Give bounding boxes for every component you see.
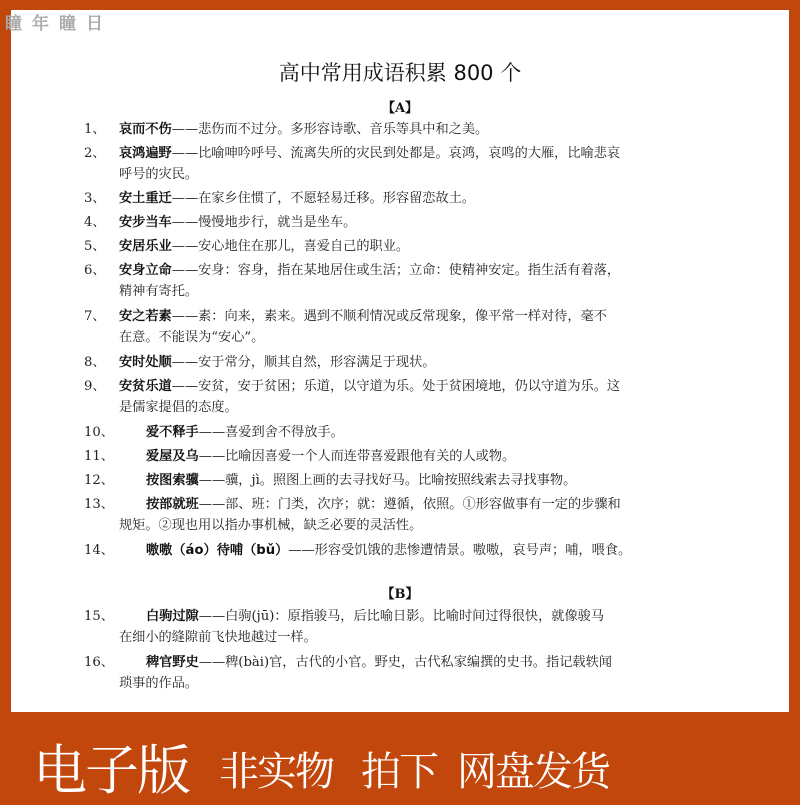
- definition: 比喻因喜爱一个人而连带喜爱跟他有关的人或物。: [225, 449, 516, 464]
- separator: ——: [171, 379, 199, 394]
- entry-number: 4、: [84, 215, 106, 230]
- definition: 喜爱到舍不得放手。: [225, 425, 344, 440]
- watermark: 瞳年瞳日: [5, 14, 113, 34]
- document-title: 高中常用成语积累 800 个: [278, 61, 522, 85]
- idiom-term: 哀而不伤: [119, 122, 172, 137]
- entry-number: 1、: [84, 122, 106, 137]
- idiom-term: 安土重迁: [119, 191, 172, 206]
- entry-number: 7、: [84, 309, 106, 324]
- idiom-term: 爱屋及乌: [146, 449, 199, 464]
- definition: 形容受饥饿的悲惨遭情景。嗷嗷，哀号声；哺，喂食。: [314, 543, 632, 558]
- idiom-entry: [84, 540, 734, 561]
- idiom-term: 安之若素: [119, 309, 172, 324]
- entry-number: 13、: [84, 497, 114, 512]
- separator: ——: [171, 191, 199, 206]
- section-b-heading: 【B】: [381, 587, 419, 602]
- entry-number: 8、: [84, 355, 106, 370]
- separator: ——: [198, 655, 226, 670]
- entry-number: 11、: [84, 449, 114, 464]
- idiom-entry: [84, 376, 734, 418]
- idiom-term: 哀鸿遍野: [119, 146, 172, 161]
- definition: 在家乡住惯了，不愿轻易迁移。形容留恋故土。: [198, 191, 476, 206]
- separator: ——: [198, 425, 226, 440]
- separator: ——: [171, 122, 199, 137]
- separator: ——: [198, 609, 226, 624]
- idiom-entry: [84, 470, 734, 491]
- entry-number: 6、: [84, 263, 106, 278]
- idiom-term: 嗷嗷（áo）待哺（bǔ）: [146, 543, 289, 558]
- idiom-entry: [84, 446, 734, 467]
- idiom-term: 按部就班: [146, 497, 199, 512]
- idiom-term: 安步当车: [119, 215, 172, 230]
- idiom-term: 安时处顺: [119, 355, 172, 370]
- idiom-entry: [84, 352, 734, 373]
- idiom-entry: [84, 143, 734, 185]
- definition: 安心地住在那儿，喜爱自己的职业。: [198, 239, 410, 254]
- definition: 慢慢地步行，就当是坐车。: [198, 215, 357, 230]
- idiom-term: 安身立命: [119, 263, 172, 278]
- definition: 骥，jì。照图上画的去寻找好马。比喻按照线索去寻找事物。: [225, 473, 577, 488]
- idiom-entry: [84, 306, 734, 348]
- definition: 安身：容身，指在某地居住或生活；立命：使精神安定。指生活有着落，: [198, 263, 621, 278]
- definition: 安于常分，顺其自然，形容满足于现状。: [198, 355, 436, 370]
- separator: ——: [198, 497, 226, 512]
- definition-continued: 在意。不能误为“安心”。: [119, 330, 265, 345]
- definition: 部、班：门类，次序；就：遵循，依照。①形容做事有一定的步骤和: [225, 497, 621, 512]
- idiom-entry: [84, 212, 734, 233]
- banner-electronic-version: 电子版: [33, 739, 189, 802]
- definition-continued: 在细小的缝隙前飞快地越过一样。: [119, 630, 317, 645]
- definition-continued: 琐事的作品。: [119, 676, 199, 691]
- definition: 比喻呻吟呼号、流离失所的灾民到处都是。哀鸿，哀鸣的大雁，比喻悲哀: [198, 146, 621, 161]
- definition-continued: 精神有寄托。: [119, 284, 199, 299]
- entry-number: 3、: [84, 191, 106, 206]
- separator: ——: [198, 449, 226, 464]
- idiom-entry: [84, 422, 734, 443]
- separator: ——: [171, 146, 199, 161]
- idiom-term: 安居乐业: [119, 239, 172, 254]
- definition-continued: 呼号的灾民。: [119, 167, 199, 182]
- idiom-entry: [84, 606, 734, 648]
- idiom-term: 按图索骥: [146, 473, 199, 488]
- entry-number: 10、: [84, 425, 114, 440]
- separator: ——: [171, 263, 199, 278]
- idiom-entry: [84, 260, 734, 302]
- idiom-term: 稗官野史: [146, 655, 199, 670]
- entry-number: 15、: [84, 609, 114, 624]
- entry-number: 2、: [84, 146, 106, 161]
- definition: 素：向来，素来。遇到不顺利情况或反常现象，像平常一样对待，毫不: [198, 309, 607, 324]
- idiom-entry: [84, 494, 734, 536]
- entry-number: 12、: [84, 473, 114, 488]
- idiom-entry: [84, 652, 734, 694]
- separator: ——: [198, 473, 226, 488]
- separator: ——: [171, 239, 199, 254]
- entry-number: 16、: [84, 655, 114, 670]
- promo-banner: [0, 722, 800, 800]
- banner-cloud-delivery: 网盘发货: [457, 749, 609, 795]
- idiom-term: 安贫乐道: [119, 379, 172, 394]
- entry-number: 9、: [84, 379, 106, 394]
- definition-continued: 是儒家提倡的态度。: [119, 400, 238, 415]
- definition: 稗(bài)官，古代的小官。野史，古代私家编撰的史书。指记载轶闻: [225, 655, 612, 670]
- separator: ——: [171, 309, 199, 324]
- separator: ——: [288, 543, 315, 558]
- idiom-entry: [84, 119, 734, 140]
- banner-non-physical: 非实物: [219, 749, 333, 795]
- definition-continued: 规矩。②现也用以指办事机械，缺乏必要的灵活性。: [119, 518, 423, 533]
- idiom-term: 白驹过隙: [146, 609, 199, 624]
- definition: 白驹(jū)：原指骏马，后比喻日影。比喻时间过得很快，就像骏马: [225, 609, 605, 624]
- idiom-entry: [84, 188, 734, 209]
- separator: ——: [171, 215, 199, 230]
- entry-number: 5、: [84, 239, 106, 254]
- banner-order: 拍下: [361, 749, 437, 795]
- entry-number: 14、: [84, 543, 114, 558]
- section-a-heading: 【A】: [381, 101, 419, 116]
- separator: ——: [171, 355, 199, 370]
- idiom-term: 爱不释手: [146, 425, 199, 440]
- definition: 安贫，安于贫困；乐道，以守道为乐。处于贫困境地，仍以守道为乐。这: [198, 379, 621, 394]
- idiom-entry: [84, 236, 734, 257]
- definition: 悲伤而不过分。多形容诗歌、音乐等具中和之美。: [198, 122, 489, 137]
